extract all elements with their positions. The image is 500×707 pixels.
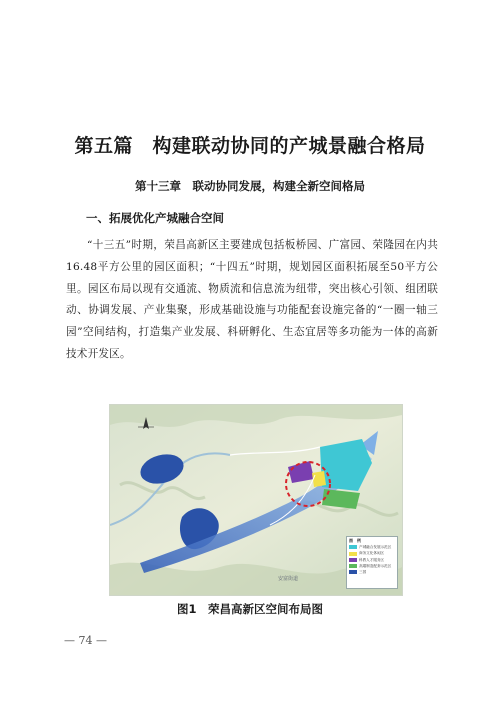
legend-swatch <box>349 558 357 562</box>
legend-label: 科教人才服务区 <box>359 557 385 562</box>
legend-swatch <box>349 564 357 568</box>
legend-label: 三园 <box>359 570 367 575</box>
section-heading: 一、拓展优化产城融合空间 <box>86 211 224 225</box>
figure-caption: 图1 荣昌高新区空间布局图 <box>176 602 323 616</box>
zone-commerce <box>312 471 326 487</box>
legend-title: 图 例 <box>349 538 361 543</box>
part-title: 第五篇 构建联动协同的产城景融合格局 <box>74 135 426 157</box>
page-number: — 74 — <box>64 634 107 647</box>
legend-swatch <box>349 552 357 556</box>
map-place-label: 安富街道 <box>278 576 299 582</box>
legend-swatch <box>349 545 357 549</box>
legend-label: 高端制造配套示范区 <box>359 563 392 568</box>
map-legend <box>346 536 398 589</box>
legend-swatch <box>349 570 357 574</box>
chapter-title: 第十三章 联动协同发展，构建全新空间格局 <box>135 179 365 193</box>
spatial-layout-map <box>109 404 403 596</box>
legend-item <box>349 569 395 575</box>
legend-label: 商务文化休闲区 <box>359 551 385 556</box>
body-paragraph: “十三五”时期，荣昌高新区主要建成包括板桥园、广富园、荣隆园在内共16.48平方公里的园区面积；“十四五”时期，规划园区面积拓展至50平方公里。园区布局以现有交通流、物质流和信息流为纽带，突出核心引领、组团联动、协调发展、产业集聚，形成基础设施与功能配套设施完备的“一圈一轴三园”空间结构，打造集产业发展、科研孵化、生态宜居等多功能为一体的高新技术开发区。 <box>66 239 438 360</box>
legend-label: 产城融合发展示范区 <box>359 545 392 550</box>
